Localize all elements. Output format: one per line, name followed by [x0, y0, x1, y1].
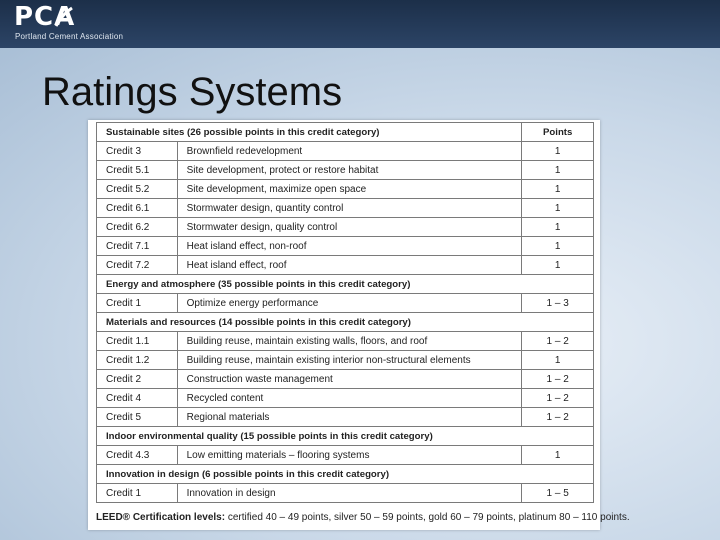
section-heading-row: [97, 427, 594, 446]
pca-logo: PCA: [14, 2, 76, 32]
section-heading: Materials and resources (14 possible points in this credit category): [97, 313, 594, 332]
section-heading: Sustainable sites (26 possible points in this credit category): [97, 123, 522, 142]
logo-subtitle: Portland Cement Association: [15, 32, 124, 41]
credit-cell: Credit 5: [97, 408, 178, 427]
credit-cell: Credit 7.1: [97, 237, 178, 256]
credit-cell: Credit 1.1: [97, 332, 178, 351]
points-cell: 1: [522, 256, 594, 275]
description-cell: Building reuse, maintain existing walls, floors, and roof: [177, 332, 522, 351]
points-cell: 1: [522, 142, 594, 161]
table-row: [97, 446, 594, 465]
section-heading-row: [97, 313, 594, 332]
table-row: [97, 180, 594, 199]
table-row: [97, 351, 594, 370]
credit-cell: Credit 2: [97, 370, 178, 389]
description-cell: Brownfield redevelopment: [177, 142, 522, 161]
points-cell: 1: [522, 351, 594, 370]
table-row: [97, 199, 594, 218]
description-cell: Site development, protect or restore habitat: [177, 161, 522, 180]
leed-levels-text: certified 40 – 49 points, silver 50 – 59 points, gold 60 – 79 points, platinum 80 – 110 points.: [227, 512, 630, 523]
section-heading-row: [97, 465, 594, 484]
section-heading: Indoor environmental quality (15 possible points in this credit category): [97, 427, 594, 446]
description-cell: Heat island effect, non-roof: [177, 237, 522, 256]
credit-cell: Credit 7.2: [97, 256, 178, 275]
points-cell: 1 – 2: [522, 408, 594, 427]
description-cell: Low emitting materials – flooring systems: [177, 446, 522, 465]
description-cell: Stormwater design, quantity control: [177, 199, 522, 218]
points-cell: 1: [522, 446, 594, 465]
points-cell: 1 – 2: [522, 370, 594, 389]
section-heading-row: [97, 123, 594, 142]
description-cell: Regional materials: [177, 408, 522, 427]
section-heading: Energy and atmosphere (35 possible points in this credit category): [97, 275, 594, 294]
table-row: [97, 294, 594, 313]
description-cell: Site development, maximize open space: [177, 180, 522, 199]
table-row: [97, 332, 594, 351]
credit-cell: Credit 3: [97, 142, 178, 161]
description-cell: Construction waste management: [177, 370, 522, 389]
section-heading: Innovation in design (6 possible points in this credit category): [97, 465, 594, 484]
table-row: [97, 218, 594, 237]
section-heading-row: [97, 275, 594, 294]
ratings-table-body: [97, 123, 594, 503]
points-cell: 1: [522, 199, 594, 218]
leed-certification-note: [96, 512, 630, 523]
points-cell: 1: [522, 237, 594, 256]
points-cell: 1 – 2: [522, 332, 594, 351]
description-cell: Recycled content: [177, 389, 522, 408]
description-cell: Heat island effect, roof: [177, 256, 522, 275]
leed-label: LEED® Certification levels:: [96, 512, 226, 523]
table-row: [97, 237, 594, 256]
credit-cell: Credit 4.3: [97, 446, 178, 465]
credit-cell: Credit 5.1: [97, 161, 178, 180]
points-cell: 1 – 3: [522, 294, 594, 313]
slide-title: Ratings Systems: [42, 70, 343, 114]
table-row: [97, 484, 594, 503]
credit-cell: Credit 5.2: [97, 180, 178, 199]
points-cell: 1 – 5: [522, 484, 594, 503]
points-cell: 1 – 2: [522, 389, 594, 408]
points-cell: 1: [522, 161, 594, 180]
description-cell: Optimize energy performance: [177, 294, 522, 313]
points-cell: 1: [522, 180, 594, 199]
points-column-header: Points: [522, 123, 594, 142]
description-cell: Building reuse, maintain existing interior non-structural elements: [177, 351, 522, 370]
ratings-table-panel: [88, 120, 630, 530]
table-row: [97, 370, 594, 389]
ratings-table: [96, 122, 594, 503]
credit-cell: Credit 1.2: [97, 351, 178, 370]
table-row: [97, 161, 594, 180]
header-bar: [0, 0, 720, 48]
table-row: [97, 256, 594, 275]
points-cell: 1: [522, 218, 594, 237]
credit-cell: Credit 4: [97, 389, 178, 408]
description-cell: Innovation in design: [177, 484, 522, 503]
description-cell: Stormwater design, quality control: [177, 218, 522, 237]
credit-cell: Credit 1: [97, 294, 178, 313]
logo-swoosh-icon: [54, 6, 74, 28]
table-row: [97, 142, 594, 161]
credit-cell: Credit 6.1: [97, 199, 178, 218]
credit-cell: Credit 6.2: [97, 218, 178, 237]
table-row: [97, 389, 594, 408]
table-row: [97, 408, 594, 427]
credit-cell: Credit 1: [97, 484, 178, 503]
